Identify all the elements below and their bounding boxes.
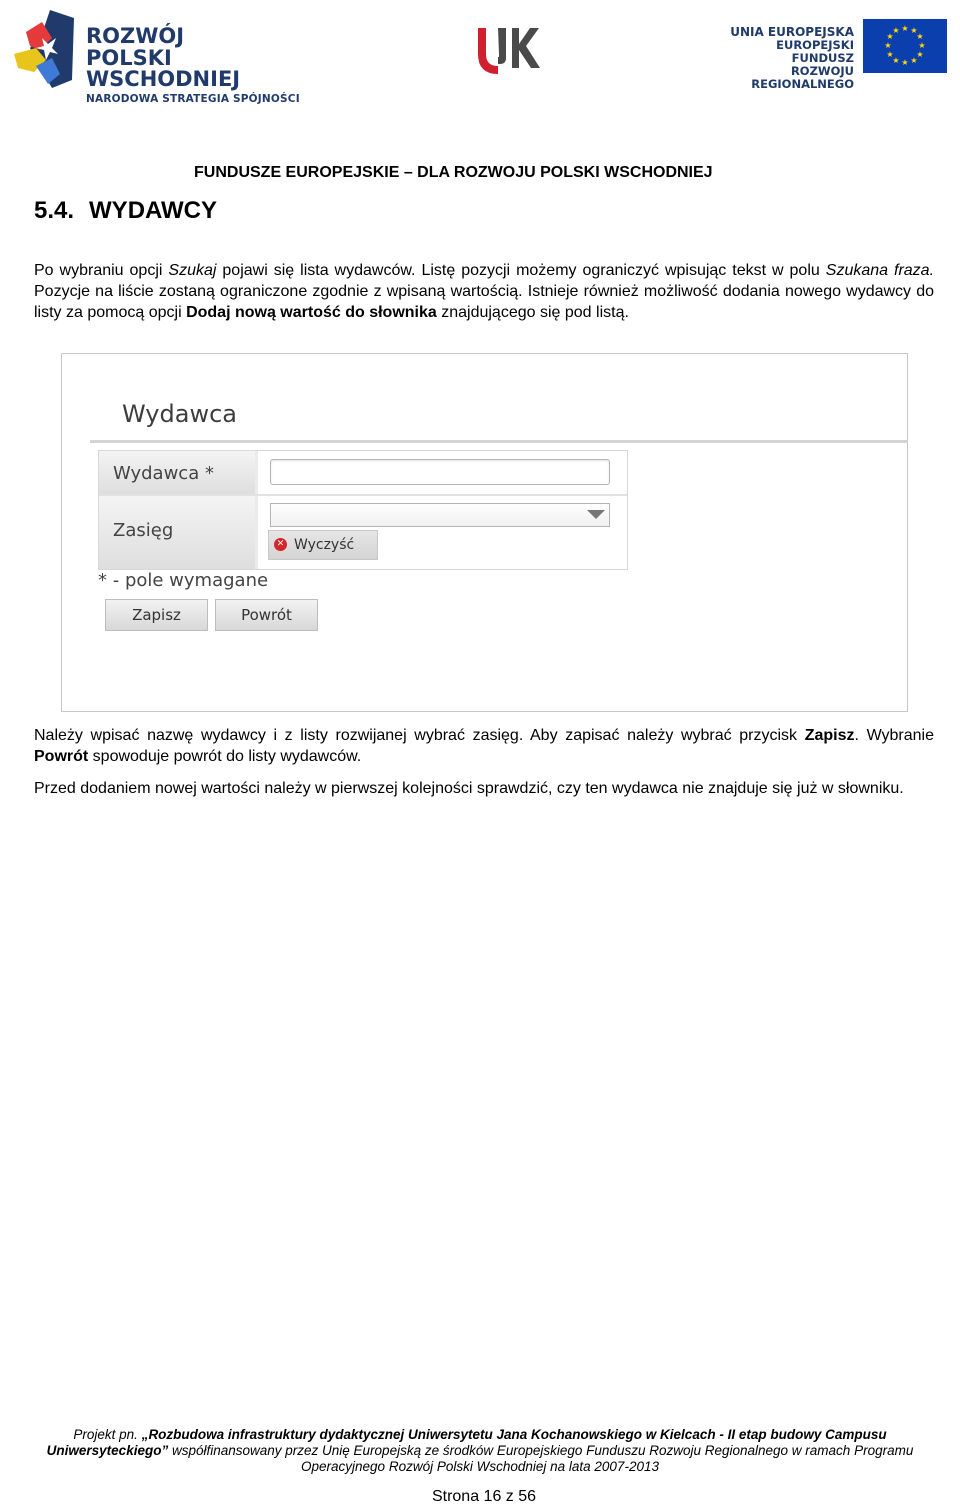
emphasis-szukaj: Szukaj — [168, 262, 217, 279]
section-number: 5.4. — [34, 197, 75, 224]
svg-text:★: ★ — [901, 24, 909, 33]
range-select[interactable] — [270, 503, 610, 527]
svg-text:★: ★ — [916, 50, 924, 59]
bold-dodaj-nowa-wartosc: Dodaj nową wartość do słownika — [186, 303, 437, 321]
text-run: znajdującego się pod listą. — [436, 303, 629, 321]
emphasis-szukana-fraza: Szukana fraza. — [825, 262, 935, 279]
unia-europejska-logo — [710, 19, 950, 91]
rpw-logo-line2: POLSKI WSCHODNIEJ — [86, 46, 241, 91]
eu-flag-icon — [863, 19, 947, 73]
svg-text:★: ★ — [910, 26, 918, 35]
svg-text:★: ★ — [892, 26, 900, 35]
text-run: Projekt pn. — [73, 1427, 142, 1442]
svg-text:★: ★ — [886, 32, 894, 41]
svg-text:★: ★ — [916, 32, 924, 41]
svg-text:★: ★ — [884, 41, 892, 50]
ujk-emblem-icon — [472, 24, 544, 78]
svg-text:★: ★ — [892, 56, 900, 65]
chevron-down-icon — [587, 510, 605, 519]
section-heading — [34, 197, 217, 225]
ue-logo-line3: ROZWOJU REGIONALNEGO — [751, 64, 854, 91]
rpw-logo-line3: NARODOWA STRATEGIA SPÓJNOŚCI — [86, 93, 300, 105]
paragraph-note: Przed dodaniem nowej wartości należy w pierwszej kolejności sprawdzić, czy ten wydawca nie znajduje się już w słowniku. — [34, 780, 904, 797]
clear-label: Wyczyść — [294, 537, 355, 553]
svg-text:★: ★ — [910, 56, 918, 65]
section-title: WYDAWCY — [89, 197, 218, 224]
svg-text:★: ★ — [886, 50, 894, 59]
publisher-label: Wydawca * — [113, 463, 214, 484]
text-run: Pozycje na liście zostaną ograniczone zgodnie z wpisaną wartością. Istnieje również możliwość dodania nowego wydawcy do listy za pomocą opcji — [34, 282, 934, 321]
text-run: . Wybranie — [854, 727, 935, 744]
ue-logo-line2: EUROPEJSKI FUNDUSZ — [776, 38, 854, 65]
rpw-logo-line1: ROZWÓJ — [86, 24, 185, 48]
running-header: FUNDUSZE EUROPEJSKIE – DLA ROZWOJU POLSKI WSCHODNIEJ — [194, 164, 713, 181]
text-run: współfinansowany przez Unię Europejską ze środków Europejskiego Funduszu Rozwoju Regionalnego w ramach Programu Operacyjnego Rozwój Polski Wschodniej na lata 2007-2013 — [168, 1443, 914, 1474]
title-divider — [90, 440, 908, 443]
publisher-label-cell — [99, 451, 258, 494]
bold-zapisz: Zapisz — [804, 727, 855, 744]
form-row-range — [99, 496, 627, 569]
project-name: „Rozbudowa infrastruktury dydaktycznej Uniwersytetu Jana Kochanowskiego w Kielcach - II etap budowy Campusu Uniwersyteckiego” — [46, 1427, 887, 1458]
svg-text:★: ★ — [918, 41, 926, 50]
bold-powrot: Powrót — [34, 747, 89, 765]
text-run: Po wybraniu opcji — [34, 262, 169, 279]
back-button[interactable]: Powrót — [215, 599, 318, 631]
ujk-logo — [472, 24, 544, 78]
ue-logo-line1: UNIA EUROPEJSKA — [730, 25, 854, 39]
paragraph-instructions — [34, 726, 934, 768]
range-label: Zasięg — [113, 520, 174, 541]
required-field-note: * - pole wymagane — [98, 570, 269, 591]
form-row-publisher — [99, 451, 627, 496]
save-button[interactable]: Zapisz — [105, 599, 208, 631]
form-screenshot — [61, 353, 908, 712]
clear-button[interactable] — [268, 530, 378, 560]
paragraph-intro — [34, 261, 934, 323]
rpw-emblem-icon — [12, 8, 82, 90]
text-run: spowoduje powrót do listy wydawców. — [88, 747, 362, 765]
text-run: pojawi się lista wydawców. Listę pozycji możemy ograniczyć wpisując tekst w polu — [216, 262, 826, 279]
svg-text:★: ★ — [901, 58, 909, 67]
form-table — [98, 450, 628, 570]
publisher-input[interactable] — [270, 459, 610, 485]
range-label-cell — [99, 496, 258, 569]
rozwoj-polski-wschodniej-logo — [12, 8, 312, 105]
form-title: Wydawca — [122, 400, 237, 428]
project-footer — [30, 1427, 930, 1475]
text-run: Należy wpisać nazwę wydawcy i z listy rozwijanej wybrać zasięg. Aby zapisać należy wybrać przycisk — [34, 727, 805, 744]
clear-icon: ✕ — [274, 538, 287, 551]
page-number: Strona 16 z 56 — [431, 1488, 537, 1505]
